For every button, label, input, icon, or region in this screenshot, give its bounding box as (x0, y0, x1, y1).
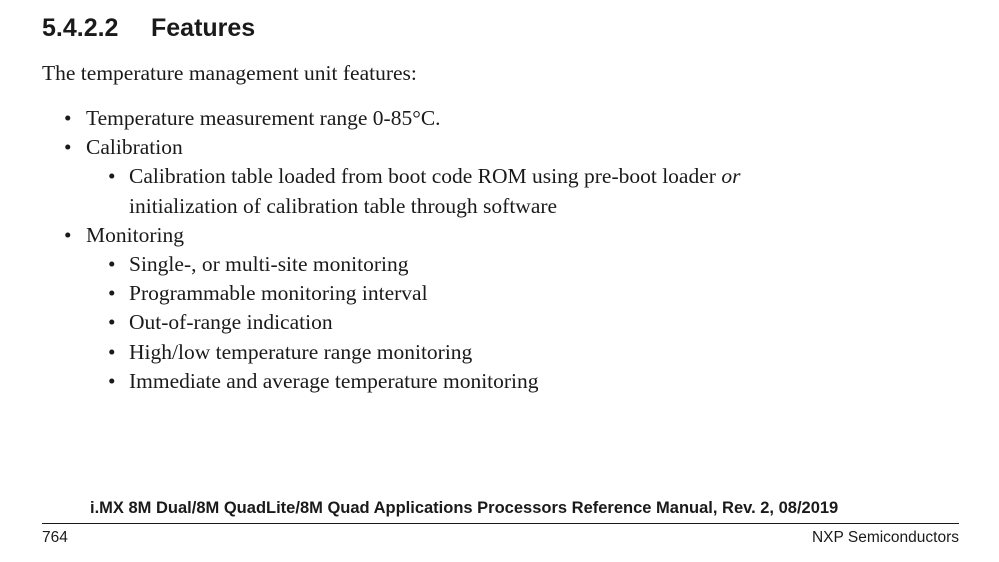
list-item (0, 133, 740, 162)
list-item-text: Monitoring (86, 222, 184, 247)
list-item (0, 104, 740, 133)
sub-list-item (0, 308, 740, 337)
list-item-text: Calibration table loaded from boot code ROM using pre-boot loader (129, 164, 722, 189)
bullet: • (108, 252, 116, 277)
sub-list-item (0, 250, 740, 279)
bullet: • (64, 222, 72, 247)
intro-paragraph: The temperature management unit features: (42, 61, 417, 85)
list-item-text: Calibration (86, 135, 183, 160)
list-item-text: Immediate and average temperature monitoring (129, 368, 539, 393)
list-item-text: Programmable monitoring interval (129, 281, 428, 306)
list-item-text: Temperature measurement range 0-85°C. (86, 106, 441, 130)
list-item (0, 221, 740, 250)
bullet: • (64, 106, 72, 130)
bullet: • (108, 368, 116, 393)
footer-divider (42, 523, 959, 524)
page-number: 764 (42, 529, 68, 546)
section-number: 5.4.2.2 (42, 14, 119, 42)
bullet: • (108, 310, 116, 335)
emphasis-text: or (721, 164, 741, 189)
section-heading (42, 12, 255, 44)
sub-list-item (0, 162, 740, 220)
list-item-text: Single-, or multi-site monitoring (129, 252, 409, 277)
list-item-text: Out-of-range indication (129, 310, 333, 335)
footer-document-title: i.MX 8M Dual/8M QuadLite/8M Quad Applications Processors Reference Manual, Rev. 2, 08/2019 (90, 499, 839, 517)
bullet: • (64, 135, 72, 160)
sub-list-item (0, 338, 740, 367)
footer-company: NXP Semiconductors (811, 529, 959, 546)
section-title: Features (151, 14, 256, 42)
bullet: • (108, 164, 116, 189)
sub-list-item (0, 279, 740, 308)
list-item-text: High/low temperature range monitoring (129, 339, 473, 364)
sub-list-item (0, 367, 740, 396)
list-item-continuation: initialization of calibration table through software (129, 193, 558, 218)
feature-list (0, 104, 740, 396)
bullet: • (108, 339, 116, 364)
bullet: • (108, 281, 116, 306)
